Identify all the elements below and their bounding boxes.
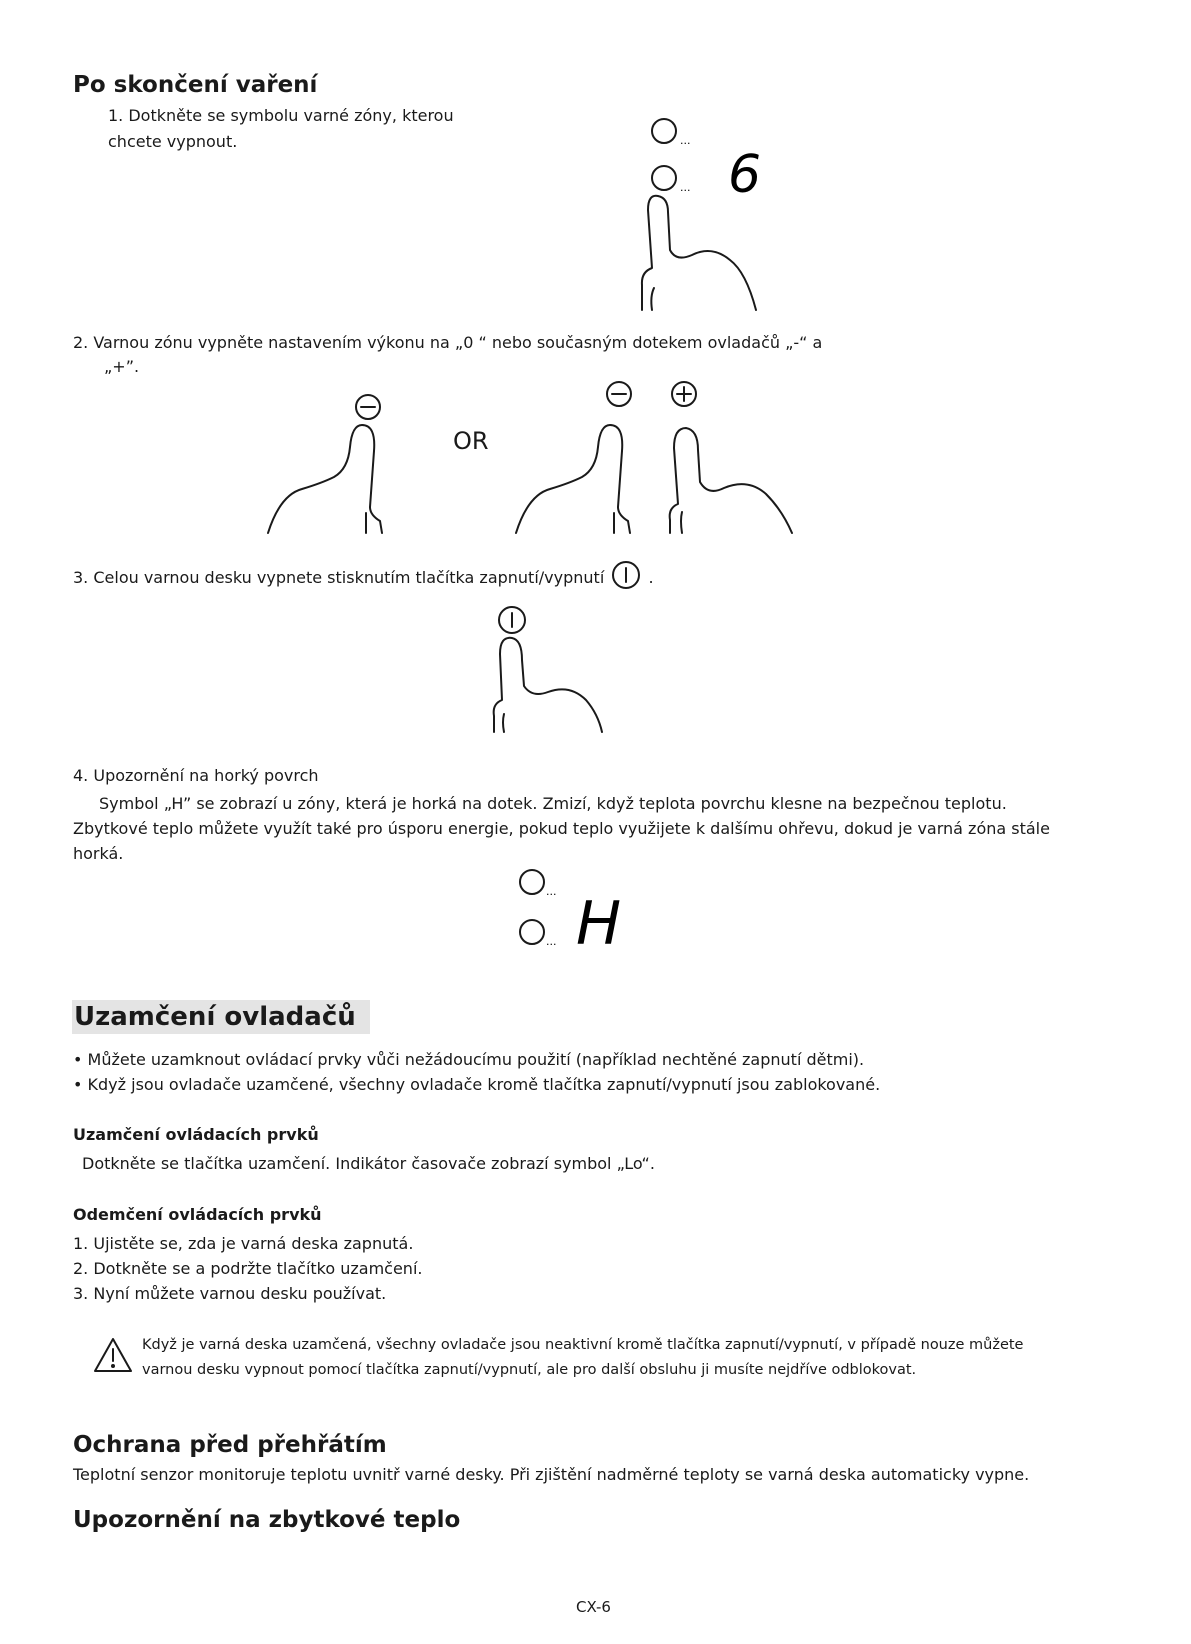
- lock-subheading: Uzamčení ovládacích prvků: [73, 1125, 319, 1144]
- or-label: OR: [453, 427, 489, 455]
- heading-residual-heat: Upozornění na zbytkové teplo: [73, 1507, 461, 1533]
- finger-icon: [494, 638, 602, 732]
- step1-line1: 1. Dotkněte se symbolu varné zóny, kterou: [108, 106, 454, 125]
- lock-instruction: Dotkněte se tlačítka uzamčení. Indikátor časovače zobrazí symbol „Lo“.: [82, 1154, 655, 1173]
- unlock-subheading: Odemčení ovládacích prvků: [73, 1205, 322, 1224]
- dots: ...: [546, 935, 557, 948]
- zone-symbol-icon: [652, 119, 676, 143]
- figure-hot-indicator: [512, 868, 632, 968]
- hot-display-H: H: [576, 889, 622, 959]
- dots: ...: [680, 134, 691, 147]
- step2-line1: 2. Varnou zónu vypněte nastavením výkonu na „0 “ nebo současným dotekem ovladačů „-“ a: [73, 333, 823, 352]
- lock-bullet-2: • Když jsou ovladače uzamčené, všechny ovladače kromě tlačítka zapnutí/vypnutí jsou zablokované.: [73, 1075, 881, 1094]
- step4-title: 4. Upozornění na horký povrch: [73, 766, 319, 785]
- step1-line2: chcete vypnout.: [108, 132, 238, 151]
- figure-power-press: [490, 604, 610, 734]
- lock-bullet-1: • Můžete uzamknout ovládací prvky vůči nežádoucímu použití (například nechtěné zapnutí dětmi).: [73, 1050, 865, 1069]
- zone-symbol-icon: [520, 920, 544, 944]
- step4-line2: Zbytkové teplo můžete využít také pro úsporu energie, pokud teplo využijete k dalšímu ohřevu, dokud je varná zóna stále: [73, 819, 1050, 838]
- finger-icon: [516, 425, 630, 533]
- zone-symbol-icon: [652, 166, 676, 190]
- finger-icon: [268, 425, 382, 533]
- page-number: CX-6: [576, 1598, 611, 1616]
- dots: ...: [680, 181, 691, 194]
- heading-overheat: Ochrana před přehřátím: [73, 1432, 387, 1458]
- heading-control-lock: Uzamčení ovladačů: [72, 1002, 370, 1032]
- figure-minus-plus-press: [512, 370, 802, 535]
- power-icon: [611, 560, 641, 590]
- unlock-step-3: 3. Nyní můžete varnou desku používat.: [73, 1284, 387, 1303]
- unlock-step-2: 2. Dotkněte se a podržte tlačítko uzamčení.: [73, 1259, 423, 1278]
- finger-icon: [670, 428, 792, 533]
- finger-icon: [642, 196, 756, 310]
- warning-line2: varnou desku vypnout pomocí tlačítka zapnutí/vypnutí, ale pro další obsluhu ji musíte nejdříve odblokovat.: [142, 1362, 917, 1378]
- step4-line3: horká.: [73, 844, 124, 863]
- heading-after-cooking: Po skončení vaření: [73, 72, 318, 98]
- dots: ...: [546, 885, 557, 898]
- figure-minus-press: [262, 385, 402, 535]
- warning-line1: Když je varná deska uzamčená, všechny ovladače jsou neaktivní kromě tlačítka zapnutí/vypnutí, v případě nouze můžete: [142, 1337, 1024, 1353]
- step2-line2: „+”.: [104, 357, 140, 376]
- warning-icon: [92, 1336, 134, 1374]
- unlock-step-1: 1. Ujistěte se, zda je varná deska zapnutá.: [73, 1234, 414, 1253]
- figure-zone-select: [640, 110, 800, 315]
- zone-symbol-icon: [520, 870, 544, 894]
- overheat-text: Teplotní senzor monitoruje teplotu uvnitř varné desky. Při zjištění nadměrné teploty se varná deska automaticky vypne.: [73, 1465, 1030, 1484]
- step3-text: 3. Celou varnou desku vypnete stisknutím tlačítka zapnutí/vypnutí .: [73, 560, 654, 590]
- step4-line1: Symbol „H” se zobrazí u zóny, která je horká na dotek. Zmizí, když teplota povrchu klesne na bezpečnou teplotu.: [99, 794, 1007, 813]
- power-display-6: 6: [728, 145, 762, 205]
